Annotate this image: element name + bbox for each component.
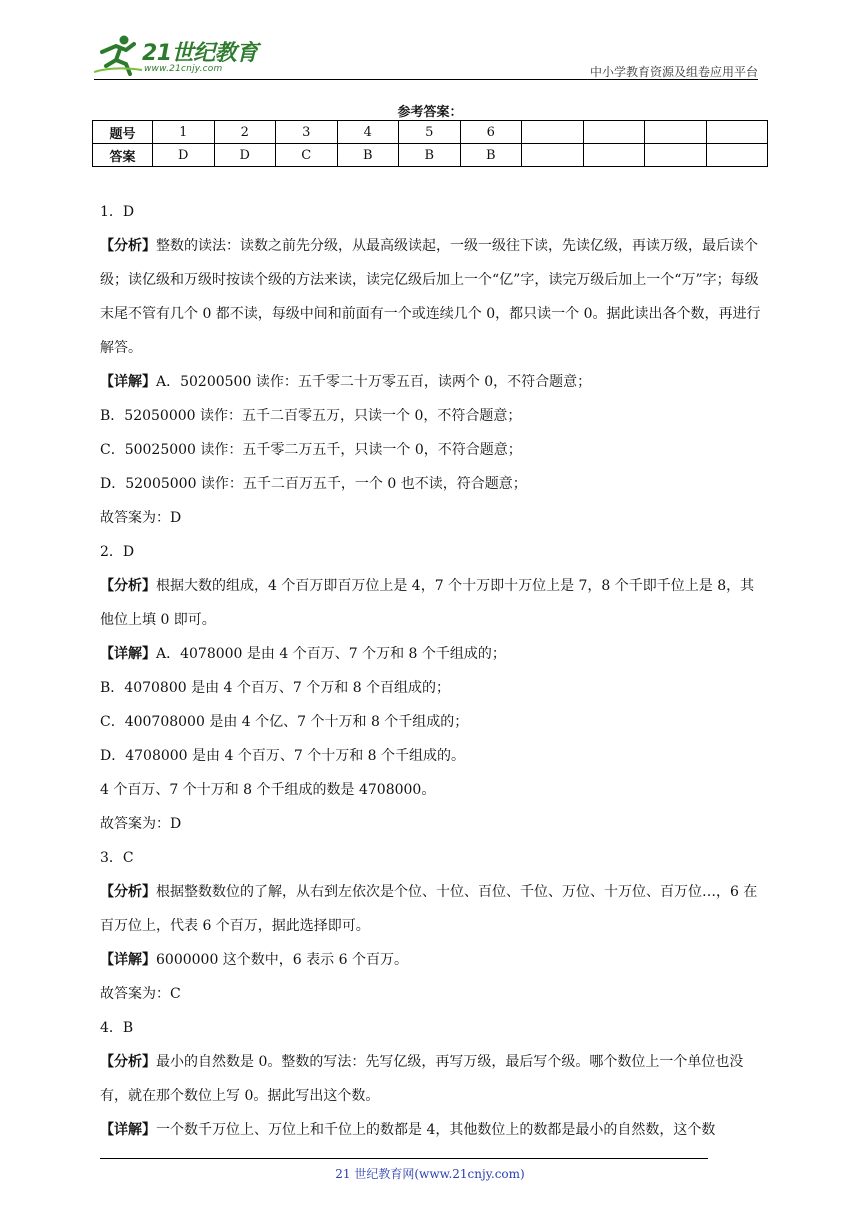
runner-logo-icon xyxy=(94,32,144,76)
detail-text: 6000000 这个数中，6 表示 6 个百万。 xyxy=(156,952,408,968)
detail-tag: 【详解】 xyxy=(100,1122,156,1138)
detail-text: 一个数千万位上、万位上和千位上的数都是 4，其他数位上的数都是最小的自然数，这个数 xyxy=(156,1122,716,1138)
answer-title: 参考答案： xyxy=(397,105,463,120)
table-cell: 4 xyxy=(337,121,399,144)
table-cell: D xyxy=(153,144,215,167)
question-1-detail xyxy=(100,365,766,399)
analysis-tag: 【分析】 xyxy=(100,884,156,900)
table-cell xyxy=(583,121,645,144)
question-3-answer: 故答案为：C xyxy=(100,986,181,1002)
analysis-tag: 【分析】 xyxy=(100,578,156,594)
question-2-heading: 2．D xyxy=(100,544,135,560)
answer-table xyxy=(92,120,768,167)
platform-name: 中小学教育资源及组卷应用平台 xyxy=(589,65,758,79)
question-1-option-b: B．52050000 读作：五千二百零五万，只读一个 0，不符合题意； xyxy=(100,408,522,424)
footer-divider xyxy=(100,1158,708,1159)
table-cell: 6 xyxy=(460,121,522,144)
page-header xyxy=(94,30,758,80)
table-row xyxy=(93,144,768,167)
table-cell: C xyxy=(276,144,338,167)
table-cell xyxy=(522,144,584,167)
question-3-heading: 3．C xyxy=(100,850,134,866)
table-cell: D xyxy=(214,144,276,167)
question-1-heading: 1．D xyxy=(100,204,135,220)
analysis-tag: 【分析】 xyxy=(100,1054,156,1070)
detail-text: A．4078000 是由 4 个百万、7 个万和 8 个千组成的； xyxy=(156,646,506,662)
table-cell xyxy=(522,121,584,144)
table-cell: B xyxy=(399,144,461,167)
analysis-text: 根据大数的组成，4 个百万即百万位上是 4，7 个十万即十万位上是 7，8 个千即千位上是 8，其他位上填 0 即可。 xyxy=(100,578,755,628)
table-cell xyxy=(583,144,645,167)
question-2-summary: 4 个百万、7 个十万和 8 个千组成的数是 4708000。 xyxy=(100,782,436,798)
detail-tag: 【详解】 xyxy=(100,952,156,968)
logo xyxy=(94,30,264,80)
detail-tag: 【详解】 xyxy=(100,646,156,662)
table-cell: 1 xyxy=(153,121,215,144)
analysis-text: 整数的读法：读数之前先分级，从最高级读起，一级一级往下读，先读亿级，再读万级，最后读个级；读亿级和万级时按读个级的方法来读，读完亿级后加上一个“亿”字，读完万级后加上一个“万”字；每级末尾不管有几个 0 都不读，每级中间和前面有一个或连续几个 0，都只读一个 0。据此读出各个数，再进行解答。 xyxy=(100,238,761,356)
question-1-option-c: C．50025000 读作：五千零二万五千，只读一个 0，不符合题意； xyxy=(100,442,522,458)
footer-link[interactable]: 21 世纪教育网(www.21cnjy.com) xyxy=(335,1167,525,1181)
table-cell xyxy=(706,121,768,144)
analysis-text: 根据整数数位的了解，从右到左依次是个位、十位、百位、千位、万位、十万位、百万位…，6 在百万位上，代表 6 个百万，据此选择即可。 xyxy=(100,884,758,934)
table-cell xyxy=(645,121,707,144)
question-4-heading: 4．B xyxy=(100,1020,134,1036)
question-2-detail xyxy=(100,637,766,671)
question-2-option-b: B．4070800 是由 4 个百万、7 个万和 8 个百组成的； xyxy=(100,680,451,696)
table-cell xyxy=(645,144,707,167)
table-cell xyxy=(706,144,768,167)
question-4-detail xyxy=(100,1113,766,1147)
table-cell: 5 xyxy=(399,121,461,144)
question-1-analysis xyxy=(100,229,766,365)
table-row xyxy=(93,121,768,144)
question-4-analysis xyxy=(100,1045,766,1113)
table-cell: B xyxy=(460,144,522,167)
detail-tag: 【详解】 xyxy=(100,374,156,390)
table-cell: 2 xyxy=(214,121,276,144)
row-label-answer: 答案 xyxy=(93,144,153,167)
analysis-tag: 【分析】 xyxy=(100,238,156,254)
solution-content xyxy=(100,195,766,1147)
question-2-option-c: C．400708000 是由 4 个亿、7 个十万和 8 个千组成的； xyxy=(100,714,469,730)
question-2-answer: 故答案为：D xyxy=(100,816,182,832)
question-1-option-d: D．52005000 读作：五千二百万五千，一个 0 也不读，符合题意； xyxy=(100,476,527,492)
question-1-answer: 故答案为：D xyxy=(100,510,182,526)
detail-text: A．50200500 读作：五千零二十万零五百，读两个 0，不符合题意； xyxy=(156,374,592,390)
question-3-detail xyxy=(100,943,766,977)
header-divider xyxy=(94,79,758,80)
analysis-text: 最小的自然数是 0。整数的写法：先写亿级，再写万级，最后写个级。哪个数位上一个单位也没有，就在那个数位上写 0。据此写出这个数。 xyxy=(100,1054,744,1104)
question-3-analysis xyxy=(100,875,766,943)
row-label-number: 题号 xyxy=(93,121,153,144)
logo-text: 21世纪教育 xyxy=(142,41,258,66)
table-cell: B xyxy=(337,144,399,167)
table-cell: 3 xyxy=(276,121,338,144)
logo-url: www.21cnjy.com xyxy=(144,64,223,74)
question-2-analysis xyxy=(100,569,766,637)
question-2-option-d: D．4708000 是由 4 个百万、7 个十万和 8 个千组成的。 xyxy=(100,748,465,764)
